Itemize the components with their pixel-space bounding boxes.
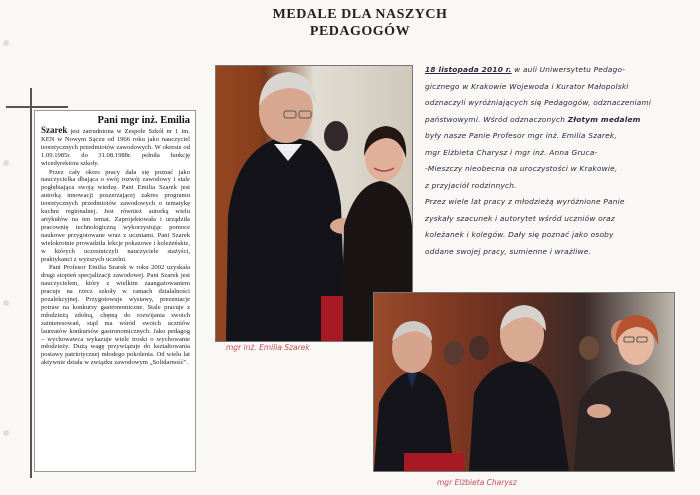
binder-hole: [3, 160, 9, 166]
page-title: [200, 6, 520, 40]
binder-holes: [0, 0, 14, 495]
hw-line-5: były nasze Panie Profesor mgr inż. Emilia Szarek,: [425, 131, 617, 140]
hw-line-10: zyskały szacunek i autorytet wśród uczniów oraz: [425, 213, 615, 223]
hw-line-7: -Mieszczy nieobecna na uroczystości w Krakowie,: [425, 164, 618, 173]
hw-line-4: [425, 112, 693, 129]
hw-line-9: Przez wiele lat pracy z młodzieżą wyróżnione Panie: [425, 197, 625, 206]
binder-hole: [3, 430, 9, 436]
binder-hole: [3, 40, 9, 46]
binder-hole: [3, 300, 9, 306]
article-paragraph-1: [41, 127, 190, 168]
hw-line-11: koleżanek i kolegów. Dały się poznać jako osoby: [425, 230, 614, 239]
hw-line-1-rest: w auli Uniwersytetu Pedago-: [511, 65, 626, 74]
page-title-line1: MEDALE DLA NASZYCH: [272, 7, 448, 22]
hw-line-3: odznaczyli wyróżniających się Pedagogów, odznaczeniami: [425, 98, 652, 107]
hw-line-12: oddane swojej pracy, sumienne i wrażliwe.: [425, 246, 591, 256]
article-paragraph-3: Pani Profesor Emilia Szarek w roku 2002 uzyskała drugi stopień specjalizacji zawodowej. Pani Szarek jest nauczycielem, który z wielkim zaangażowaniem pracuje na rzecz szkoły w ramach działalności pozalekcyjnej. Przygotowuje wystawy, prezentacje potraw na konkursy gastronomiczne. Stale pracuje z młodzieżą zdolną, chętną do rozwijania swoich zainteresowań, stąd ma wśród swoich uczniów laureatów konkursów gastronomicznych. Jako pedagog – wychowawca wykazuje wiele troski o wychowanie młodzieży. Dużą wagę przywiązuje do kształtowania postawy patriotycznej młodego pokolenia. Od wielu lat aktywnie działa w związku zawodowym „Solidarność".: [41, 264, 190, 367]
ceremony-photo-2-image: [374, 293, 674, 471]
page-title-line2: PEDAGOGÓW: [309, 24, 411, 39]
ceremony-photo-elzbieta-charysz: [373, 292, 675, 472]
photo-caption-1: mgr inż. Emilia Szarek: [226, 343, 310, 352]
newspaper-article: [34, 110, 196, 472]
hw-line-2: gicznego w Krakowie Wojewoda i Kurator Małopolski: [425, 81, 629, 91]
photo-caption-2: mgr Elżbieta Charysz: [437, 478, 517, 487]
hw-gold-medal: Złotym medalem: [567, 114, 641, 124]
hw-line-6: mgr Elżbieta Charysz i mgr inż. Anna Gruca-: [425, 147, 598, 157]
hw-date: 18 listopada 2010 r.: [425, 65, 512, 74]
hw-line-8: z przyjaciół rodzinnych.: [425, 180, 517, 190]
hw-line-4-a: państwowymi. Wśród odznaczonych: [425, 114, 568, 124]
article-p1-text: jest zatrudniona w Zespole Szkół nr 1 im. KEN w Nowym Sączu od 1966 roku jako nauczyciel teoretycznych przedmiotów zawodowych. W okresie od 1.09.1985r. do 31.08.1988r. pełniła funkcję wicedyrektora szkoły.: [41, 128, 190, 167]
handwritten-note: [425, 62, 693, 260]
cross-vertical-line: [30, 88, 32, 478]
cross-horizontal-line: [6, 106, 68, 108]
article-paragraph-2: Przez cały okres pracy dała się poznać jako nauczycielka dbająca o swój rozwój zawodowy i stale pogłębiająca swoją wiedzę. Pani Emilia Szarek jest autorką innowacji poszerzającej zakres programu teoretycznych przedmiotów zawodowych o tematykę kuchni regionalnej. Jest również autorką wielu artykułów na ten temat. Zaprojektowała i urządziła pracownię technologiczną wykorzystując pomoce naukowe przygotowane wraz z uczniami. Pani Szarek wielokrotnie prowadziła lekcje pokazowe i koleżeńskie, w których uczestniczyli nauczyciele stażyści, praktykanci z wyższych uczelni.: [41, 168, 190, 263]
article-heading-line1: Pani mgr inż. Emilia: [97, 115, 190, 126]
article-heading-line2: Szarek: [41, 125, 68, 135]
hw-line-1: [425, 62, 693, 79]
